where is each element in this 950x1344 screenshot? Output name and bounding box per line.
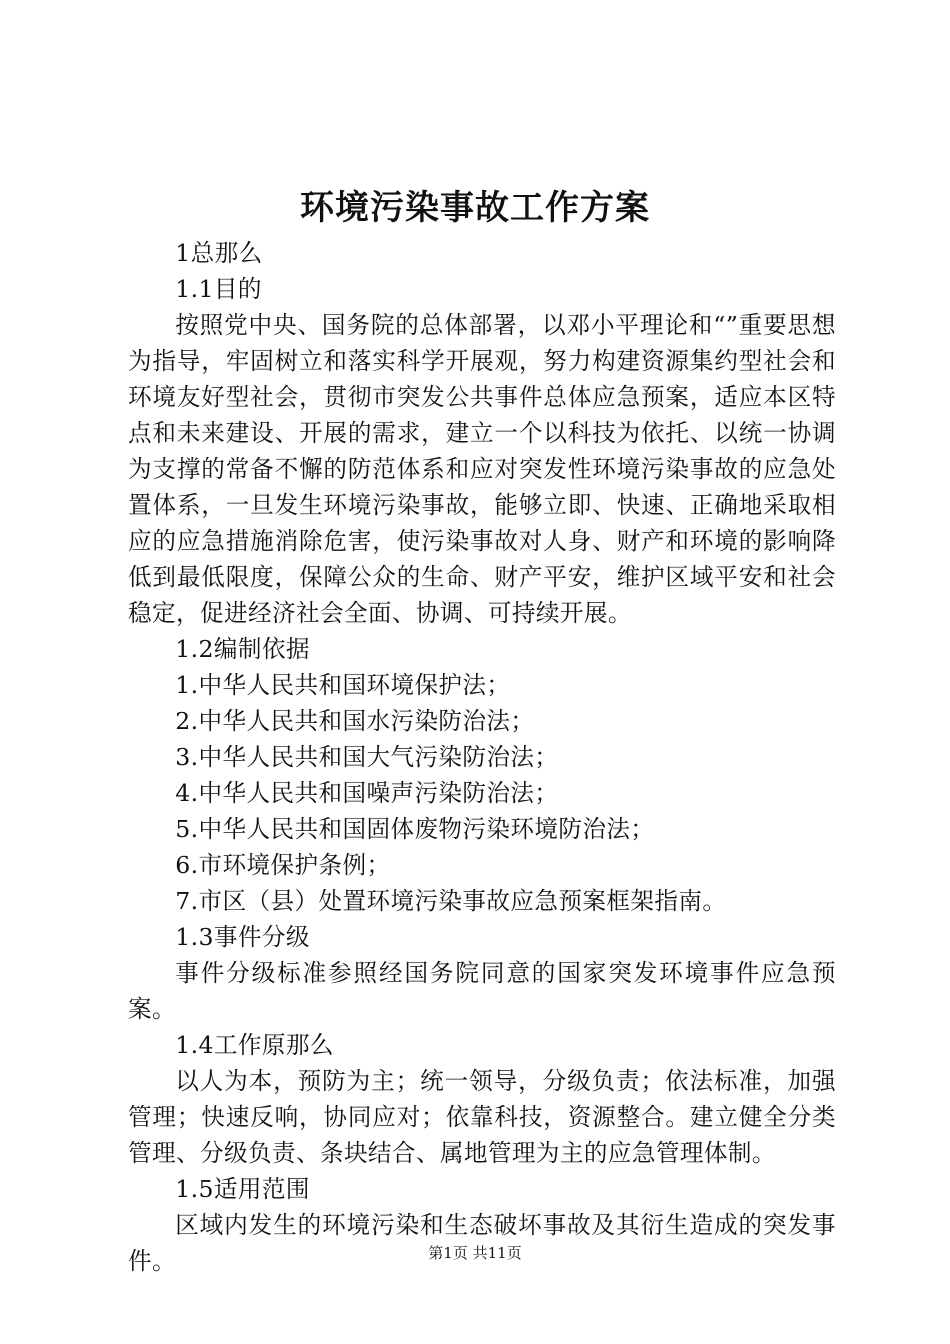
paragraph-principles: 以人为本，预防为主；统一领导，分级负责；依法标准，加强管理；快速反响，协同应对；依靠科技，资源整合。建立健全分类管理、分级负责、条块结合、属地管理为主的应急管理体制。 (128, 1067, 836, 1167)
basis-item-3: 3.中华人民共和国大气污染防治法； (175, 743, 559, 771)
page-number-footer: 第1页 共11页 (428, 1244, 522, 1262)
basis-item-1: 1.中华人民共和国环境保护法； (175, 671, 511, 699)
section-heading-1-5: 1.5适用范围 (175, 1175, 310, 1203)
section-heading-1-1: 1.1目的 (175, 275, 262, 303)
basis-item-6: 6.市环境保护条例； (175, 851, 391, 879)
basis-item-7: 7.市区（县）处置环境污染事故应急预案框架指南。 (175, 887, 727, 915)
section-heading-1-4: 1.4工作原那么 (175, 1031, 334, 1059)
basis-item-2: 2.中华人民共和国水污染防治法； (175, 707, 535, 735)
section-heading-1: 1总那么 (175, 239, 263, 267)
document-title: 环境污染事故工作方案 (300, 188, 650, 228)
basis-item-4: 4.中华人民共和国噪声污染防治法； (175, 779, 559, 807)
paragraph-classification: 事件分级标准参照经国务院同意的国家突发环境事件应急预案。 (128, 959, 836, 1023)
section-heading-1-3: 1.3事件分级 (175, 923, 310, 951)
paragraph-purpose: 按照党中央、国务院的总体部署，以邓小平理论和“”重要思想为指导，牢固树立和落实科学开展观，努力构建资源集约型社会和环境友好型社会，贯彻市突发公共事件总体应急预案，适应本区特点和未来建设、开展的需求，建立一个以科技为依托、以统一协调为支撑的常备不懈的防范体系和应对突发性环境污染事故的应急处置体系，一旦发生环境污染事故，能够立即、快速、正确地采取相应的应急措施消除危害，使污染事故对人身、财产和环境的影响降低到最低限度，保障公众的生命、财产平安，维护区域平安和社会稳定，促进经济社会全面、协调、可持续开展。 (128, 311, 836, 627)
document-body (128, 235, 836, 1279)
paragraph-scope: 区域内发生的环境污染和生态破坏事故及其衍生造成的突发事件。 (128, 1211, 836, 1275)
basis-item-5: 5.中华人民共和国固体废物污染环境防治法； (175, 815, 655, 843)
section-heading-1-2: 1.2编制依据 (175, 635, 310, 663)
